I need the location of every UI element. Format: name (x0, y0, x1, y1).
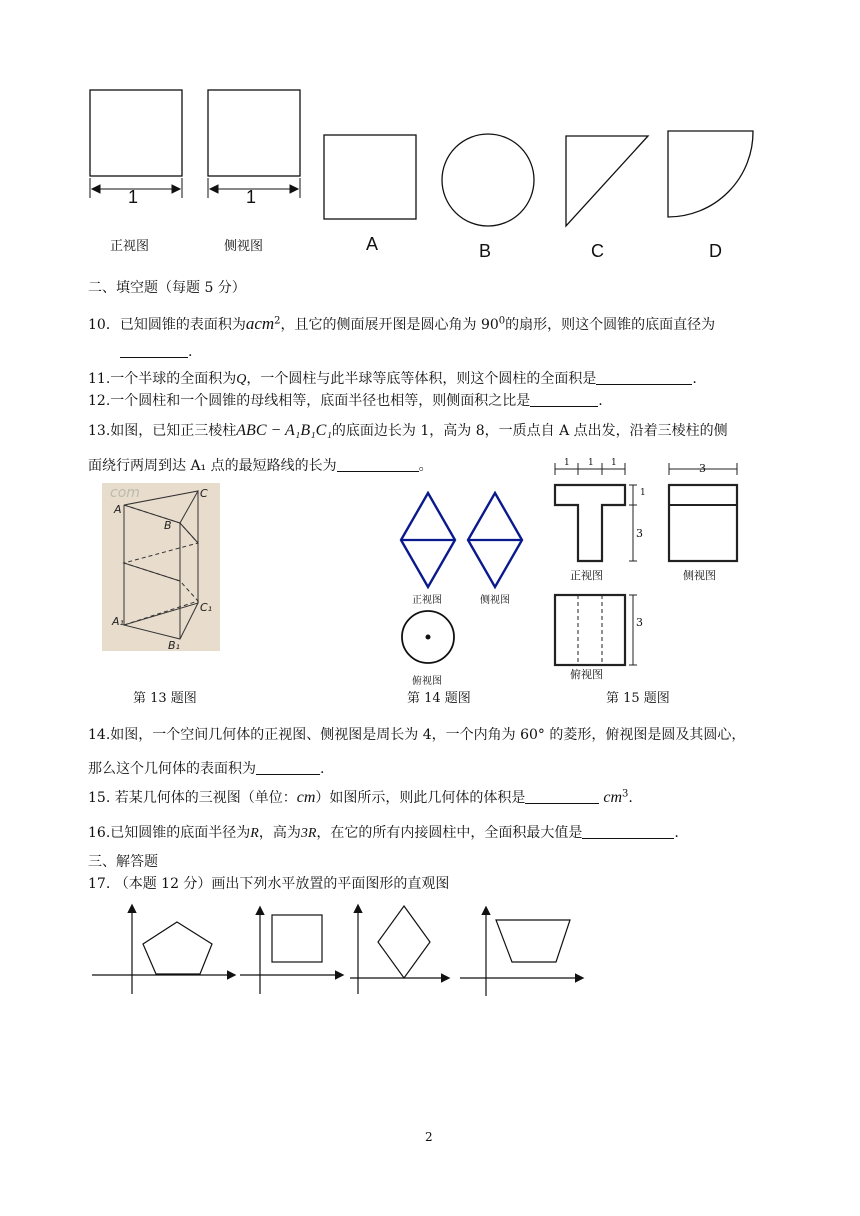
figure-14 (398, 490, 528, 670)
q15-line (88, 787, 633, 807)
q10-suffix: 的扇形，则这个圆锥的底面直径为 (505, 317, 716, 333)
section2-title: 二、填空题（每题 5 分） (88, 280, 246, 296)
q17-fig4-axes (460, 908, 582, 996)
fig15-dim-3a: 3 (636, 527, 643, 540)
q11-prefix: 11.一个半球的全面积为 (88, 371, 237, 387)
fig15-dim-1a: 1 (564, 458, 570, 468)
q13-suffix: 的底面边长为 1，高为 8，一质点自 A 点出发，沿着三棱柱的侧 (331, 423, 728, 439)
option-c-triangle (566, 136, 648, 226)
option-a-square (324, 135, 416, 219)
side-view-square (208, 90, 300, 176)
q17-fig3-axes (350, 906, 448, 994)
q10-line2 (120, 343, 192, 360)
page-number: 2 (425, 1130, 433, 1144)
q16-mid: ，高为 (258, 825, 301, 841)
q15-answer-blank[interactable] (525, 789, 599, 804)
q11-end: . (692, 371, 697, 387)
option-b-circle (442, 134, 534, 226)
fig15-front-label: 正视图 (570, 569, 603, 582)
q17-rhombus (378, 906, 430, 978)
fig15-caption: 第 15 题图 (606, 691, 670, 706)
q14-answer-blank[interactable] (256, 760, 320, 775)
fig14-front-label: 正视图 (412, 595, 442, 606)
fig13-label-a: A (114, 503, 122, 516)
q12-line (88, 390, 603, 410)
q10-expr: acm (245, 314, 275, 333)
q13-prefix: 13.如图，已知正三棱柱 (88, 423, 237, 439)
q10-sup: 2 (274, 315, 281, 327)
q10-end: . (188, 344, 193, 360)
q14-line1: 14.如图，一个空间几何体的正视图、侧视图是周长为 4，一个内角为 60° 的菱形，俯视图是圆及其圆心， (88, 727, 746, 743)
q10-answer-blank[interactable] (120, 343, 188, 358)
option-c-label: C (591, 241, 604, 261)
q13-expr: ABC − A₁B₁C₁ (236, 422, 332, 439)
q15-end: . (628, 790, 633, 806)
fig15-dim-1c: 1 (611, 458, 617, 468)
fig14-center-dot (426, 635, 431, 640)
q11-var: Q (236, 372, 247, 387)
q15-mid: ）如图所示，则此几何体的体积是 (315, 790, 526, 806)
fig13-label-b1: B₁ (168, 639, 180, 651)
q14-line2-text: 那么这个几何体的表面积为 (88, 761, 256, 777)
q10-deg: 0 (498, 315, 506, 327)
q16-suffix: ，在它的所有内接圆柱中，全面积最大值是 (316, 825, 583, 841)
fig13-label-c1: C₁ (200, 601, 213, 614)
option-d-label: D (709, 241, 722, 261)
q17-text: 17. （本题 12 分）画出下列水平放置的平面图形的直观图 (88, 876, 450, 892)
fig13-label-c: C (200, 487, 208, 500)
fig13-label-a1: A₁ (112, 615, 124, 628)
q10-mid: ，且它的侧面展开图是圆心角为 90 (280, 317, 499, 333)
option-d-quarter (668, 131, 753, 217)
q13-line2-text: 面绕行两周到达 A₁ 点的最短路线的长为 (88, 458, 337, 474)
options-figure (80, 80, 780, 270)
q12-text: 12.一个圆柱和一个圆锥的母线相等，底面半径也相等，则侧面积之比是 (88, 393, 531, 409)
q14-end: . (320, 761, 325, 777)
q17-pentagon (143, 922, 212, 974)
q12-answer-blank[interactable] (530, 392, 598, 407)
q10-line1 (88, 314, 715, 334)
q11-suffix: ，一个圆柱与此半球等底等体积，则这个圆柱的全面积是 (246, 371, 597, 387)
figure-13-photo (102, 483, 220, 651)
fig15-dim-3b: 3 (699, 462, 706, 475)
option-a-label: A (366, 234, 379, 254)
fig13-watermark: com (110, 485, 140, 501)
q17-square (272, 915, 322, 962)
q11-answer-blank[interactable] (596, 370, 692, 385)
prism-drawing (102, 483, 220, 651)
q17-figures (88, 900, 608, 1000)
q17-trapezoid (496, 920, 570, 962)
front-view-label: 正视图 (110, 239, 150, 254)
fig14-top-label: 俯视图 (412, 676, 442, 687)
fig14-caption: 第 14 题图 (407, 691, 471, 706)
q17-fig2-axes (240, 908, 342, 994)
q16-r: R (250, 826, 259, 841)
fig13-label-b: B (164, 519, 172, 532)
q13-line2 (88, 455, 433, 475)
fig15-dim-3c: 3 (636, 616, 643, 629)
fig15-dim-1b: 1 (588, 458, 594, 468)
q16-prefix: 16.已知圆锥的底面半径为 (88, 825, 251, 841)
q15-sup: 3 (622, 788, 629, 800)
q16-end: . (674, 825, 679, 841)
q15-unit2: cm (603, 789, 623, 806)
fig14-side-label: 侧视图 (480, 595, 510, 606)
fig13-caption: 第 13 题图 (133, 691, 197, 706)
q16-h: 3R (300, 826, 317, 841)
option-b-label: B (479, 241, 492, 261)
q16-line (88, 822, 679, 842)
q11-line (88, 368, 697, 388)
q17-fig1-axes (92, 906, 234, 994)
q13-answer-blank[interactable] (337, 457, 419, 472)
fig15-side-label: 侧视图 (683, 569, 716, 582)
section3-title: 三、解答题 (88, 854, 158, 870)
fig15-top-label: 俯视图 (570, 668, 603, 681)
q12-end: . (598, 393, 603, 409)
q13-end: 。 (418, 458, 433, 474)
fig15-dim-1d: 1 (640, 488, 646, 498)
q15-unit: cm (296, 789, 316, 806)
q10-prefix: 10．已知圆锥的表面积为 (88, 317, 246, 333)
side-view-label: 侧视图 (224, 239, 264, 254)
front-view-square (90, 90, 182, 176)
dim-label-side: 1 (246, 187, 257, 207)
dim-label-front: 1 (128, 187, 139, 207)
q14-line2 (88, 758, 324, 778)
q16-answer-blank[interactable] (582, 824, 674, 839)
q15-prefix: 15. 若某几何体的三视图（单位： (88, 790, 297, 806)
q13-line1 (88, 420, 728, 440)
